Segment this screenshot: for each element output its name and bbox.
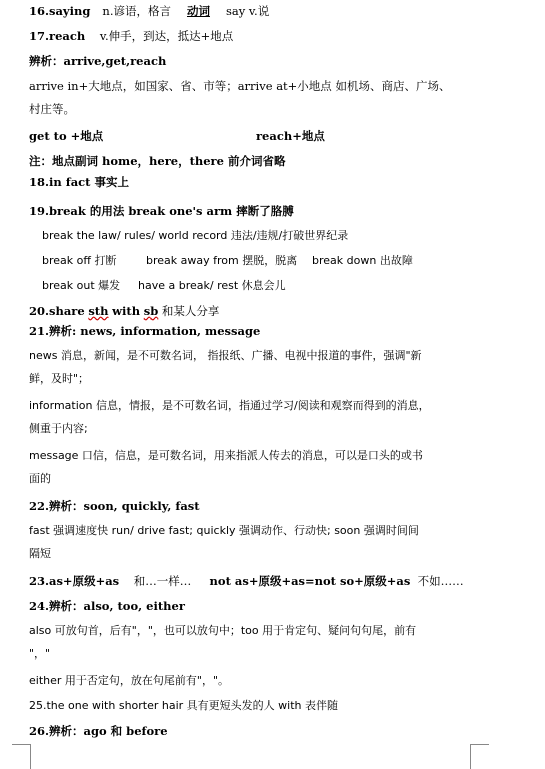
item-16-pos: 动词 <box>186 4 210 18</box>
break-out-text: break out 爆发 <box>42 279 121 292</box>
item-21-line-f: 面的 <box>29 472 51 485</box>
item-21-line-b: 鲜，及时"； <box>29 372 90 385</box>
reach-text: reach+地点 <box>256 129 325 143</box>
item-25: 25.the one with shorter hair 具有更短头发的人 with 表伴随 <box>29 699 339 712</box>
not-as-text: not as+原级+as=not so+原级+as <box>209 574 411 588</box>
as-as-def: 和…一样… <box>133 574 192 588</box>
item-19: 19.break 的用法 break one's arm 摔断了胳膊 <box>29 204 294 218</box>
item-24-line-c: either 用于否定句，放在句尾前有"，"。 <box>29 674 230 687</box>
item-22-line-a: fast 强调速度快 run/ drive fast; quickly 强调动作、行动快; soon 强调时间间 <box>29 524 419 537</box>
item-16-def: n.谚语，格言 <box>102 4 171 18</box>
share-text: 20.share <box>29 304 85 318</box>
item-16-term: 16.saying <box>29 4 91 18</box>
page-corner-mark-right <box>470 744 489 769</box>
item-17-heading: 辨析：arrive,get,reach <box>29 54 167 68</box>
get-to-text: get to +地点 <box>29 129 104 143</box>
item-17-note: 注：地点副词 home，here，there 前介词省略 <box>29 154 286 168</box>
item-22-line-b: 隔短 <box>29 547 51 560</box>
item-24-line-a: also 可放句首，后有"，"，也可以放句中；too 用于肯定句、疑问句句尾，前有 <box>29 624 417 637</box>
item-17-line-b: arrive in+大地点，如国家、省、市等；arrive at+小地点 如机场、商店、广场、 <box>29 79 451 93</box>
item-21-line-d: 侧重于内容; <box>29 422 88 435</box>
share-def-text: 和某人分享 <box>161 304 220 318</box>
sb-text: sb <box>143 304 159 318</box>
item-26: 26.辨析：ago 和 before <box>29 724 168 738</box>
item-17-def: v.伸手，到达，抵达+地点 <box>99 29 234 43</box>
item-21: 21.辨析: news, information, message <box>29 324 261 338</box>
item-21-line-e: message 口信，信息，是可数名词，用来指派人传去的消息，可以是口头的或书 <box>29 449 423 462</box>
item-21-line-c: information 信息，情报，是不可数名词，指通过学习/阅读和观察而得到的消息， <box>29 399 430 412</box>
item-16 <box>29 3 269 19</box>
item-17 <box>29 28 233 44</box>
sth-text: sth <box>88 304 109 318</box>
item-17-line-c: 村庄等。 <box>29 102 75 116</box>
break-away-text: break away from 摆脱，脱离 <box>146 254 298 267</box>
item-19-line-b <box>42 253 413 269</box>
item-20 <box>29 303 219 319</box>
item-17-term: 17.reach <box>29 29 86 43</box>
item-18: 18.in fact 事实上 <box>29 175 129 189</box>
as-as-text: 23.as+原级+as <box>29 574 120 588</box>
item-17-line-d <box>29 128 325 144</box>
item-24-line-b: "，" <box>29 647 51 660</box>
break-off-text: break off 打断 <box>42 254 117 267</box>
not-as-def: 不如…… <box>417 574 464 588</box>
item-22: 22.辨析：soon, quickly, fast <box>29 499 200 513</box>
page-corner-mark-left <box>12 744 31 769</box>
item-19-line-c <box>42 278 286 294</box>
item-23 <box>29 573 464 589</box>
have-a-break-text: have a break/ rest 休息会儿 <box>138 279 286 292</box>
item-24: 24.辨析：also, too, either <box>29 599 185 613</box>
with-text: with <box>112 304 141 318</box>
break-down-text: break down 出故障 <box>312 254 413 267</box>
item-16-tail: say v.说 <box>226 4 270 18</box>
item-19-line-a: break the law/ rules/ world record 违法/违规/打破世界纪录 <box>42 229 349 242</box>
item-21-line-a: news 消息，新闻，是不可数名词， 指报纸、广播、电视中报道的事件，强调"新 <box>29 349 422 362</box>
